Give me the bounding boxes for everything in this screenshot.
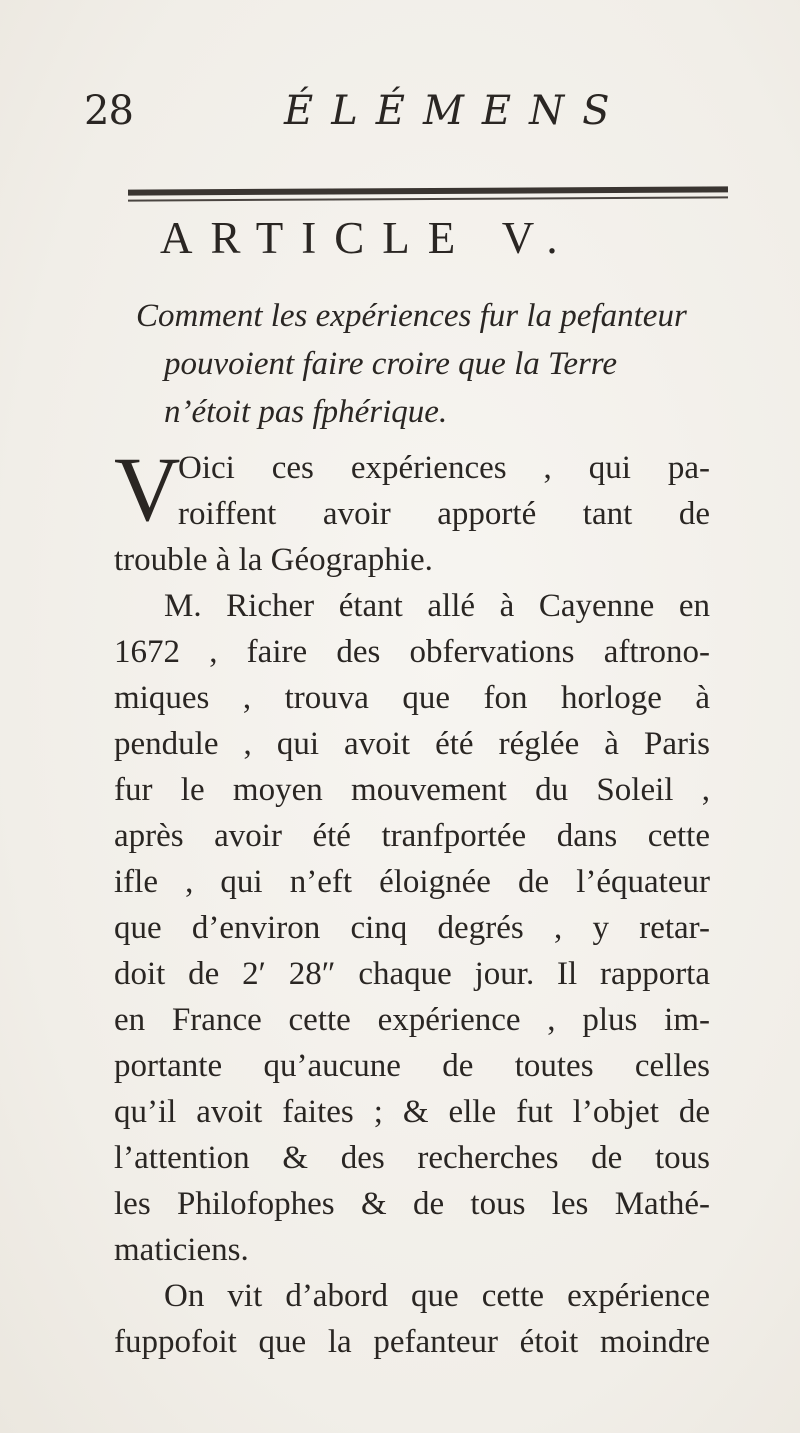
text-line: pendule , qui avoit été réglée à Paris xyxy=(114,726,710,762)
page-number: 28 xyxy=(84,88,133,134)
text-line: que d’environ cinq degrés , y retar- xyxy=(114,910,710,946)
header-rule-thin xyxy=(128,196,728,201)
subtitle-line: n’étoit pas fphérique. xyxy=(164,394,448,430)
paragraph-2 xyxy=(114,583,710,1273)
text-line: miques , trouva que fon horloge à xyxy=(114,680,710,716)
article-title: ARTICLE V. xyxy=(160,213,576,263)
text-line: l’attention & des recherches de tous xyxy=(114,1140,710,1176)
text-line: M. Richer étant allé à Cayenne en xyxy=(164,588,710,624)
text-line: On vit d’abord que cette expérience xyxy=(164,1278,710,1314)
text-line: 1672 , faire des obfervations aftrono- xyxy=(114,634,710,670)
body-text xyxy=(114,438,710,1365)
article-subtitle xyxy=(136,292,736,436)
subtitle-line: Comment les expériences fur la pefanteur xyxy=(136,298,687,334)
paragraph-1 xyxy=(114,438,710,583)
subtitle-line: pouvoient faire croire que la Terre xyxy=(164,346,618,382)
running-title: ÉLÉMENS xyxy=(284,88,628,134)
text-line: roiffent avoir apporté tant de xyxy=(178,496,710,532)
text-line: qu’il avoit faites ; & elle fut l’objet de xyxy=(114,1094,710,1130)
text-line: Oici ces expériences , qui pa- xyxy=(178,450,710,486)
text-line: maticiens. xyxy=(114,1232,249,1268)
drop-cap: V xyxy=(114,438,181,540)
paragraph-3 xyxy=(114,1273,710,1365)
text-line: portante qu’aucune de toutes celles xyxy=(114,1048,710,1084)
text-line: en France cette expérience , plus im- xyxy=(114,1002,710,1038)
text-line: doit de 2′ 28″ chaque jour. Il rapporta xyxy=(114,956,710,992)
text-line: fuppofoit que la pefanteur étoit moindre xyxy=(114,1324,710,1360)
text-line: ifle , qui n’eft éloignée de l’équateur xyxy=(114,864,710,900)
header-rule xyxy=(128,186,728,195)
text-line: les Philofophes & de tous les Mathé- xyxy=(114,1186,710,1222)
text-line: fur le moyen mouvement du Soleil , xyxy=(114,772,710,808)
text-line: trouble à la Géographie. xyxy=(114,542,433,578)
text-line: après avoir été tranfportée dans cette xyxy=(114,818,710,854)
page-header xyxy=(84,88,728,148)
